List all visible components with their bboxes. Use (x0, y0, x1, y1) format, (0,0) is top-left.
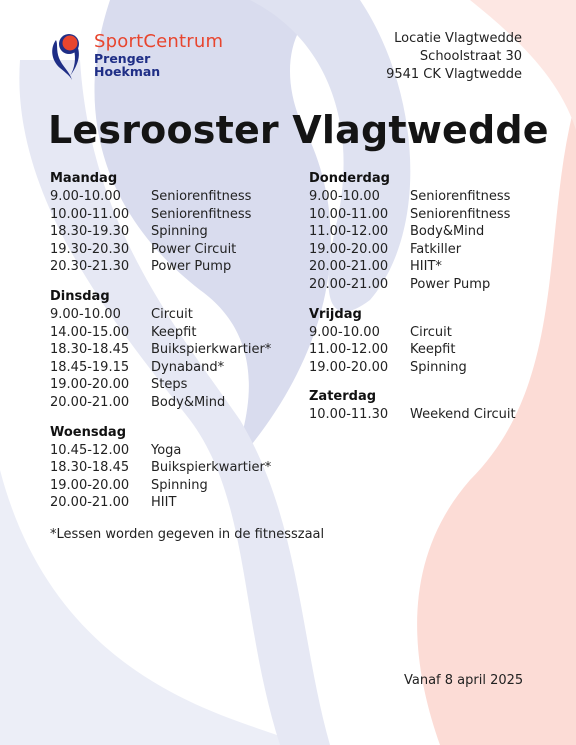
brand-name: SportCentrum (94, 31, 224, 52)
class-name: Yoga (151, 442, 182, 458)
class-row (50, 341, 271, 359)
class-name: HIIT (151, 495, 177, 511)
class-row (50, 188, 271, 206)
brand-sub-line-2: Hoekman (94, 64, 161, 79)
address-line-1: Locatie Vlagtwedde (394, 31, 522, 46)
class-time: 9.00-10.00 (309, 189, 380, 204)
class-time: 19.00-20.00 (309, 241, 389, 257)
class-time: 14.00-15.00 (50, 324, 130, 340)
class-name: Keepfit (151, 324, 197, 340)
address-line-2: Schoolstraat 30 (419, 49, 522, 64)
class-time: 10.00-11.00 (50, 206, 130, 222)
class-time: 9.00-10.00 (50, 189, 121, 204)
location-address (386, 30, 522, 84)
day-block-zaterdag (309, 388, 516, 424)
brand-logo (48, 30, 223, 80)
class-name: Fatkiller (410, 241, 462, 257)
schedule-column-left (50, 170, 271, 524)
class-row (309, 241, 516, 259)
brand-sub-line-1: Prenger (94, 51, 151, 66)
class-time: 9.00-10.00 (50, 306, 121, 322)
class-time: 11.00-12.00 (309, 342, 389, 358)
class-time: 10.00-11.00 (309, 206, 389, 222)
class-row (50, 258, 271, 276)
brand-logo-icon (48, 30, 86, 80)
class-row (50, 459, 271, 477)
class-time: 18.30-19.30 (50, 224, 130, 240)
class-time: 11.00-12.00 (309, 224, 389, 240)
footnote: *Lessen worden gegeven in de fitnesszaal (50, 527, 325, 542)
class-row (309, 188, 516, 206)
class-name: Seniorenfitness (151, 189, 252, 204)
day-heading: Zaterdag (309, 389, 377, 405)
day-heading: Woensdag (50, 424, 127, 440)
class-name: Dynaband* (151, 359, 225, 375)
day-block-dinsdag (50, 288, 271, 412)
class-row (50, 394, 271, 412)
day-block-donderdag (309, 170, 516, 294)
class-name: Circuit (151, 306, 193, 322)
class-row (50, 477, 271, 495)
class-time: 20.00-21.00 (50, 495, 130, 511)
class-time: 19.00-20.00 (50, 477, 130, 493)
class-name: Seniorenfitness (151, 206, 252, 222)
class-time: 10.00-11.30 (309, 407, 389, 423)
class-time: 10.45-12.00 (50, 442, 130, 458)
class-row (50, 223, 271, 241)
class-name: Seniorenfitness (410, 189, 511, 204)
address-line-3: 9541 CK Vlagtwedde (386, 67, 522, 82)
class-time: 18.30-18.45 (50, 460, 130, 476)
class-row (50, 306, 271, 324)
class-row (309, 206, 516, 224)
class-name: Buikspierkwartier* (151, 460, 272, 476)
class-time: 20.00-21.00 (50, 394, 130, 410)
day-heading: Dinsdag (50, 288, 110, 304)
schedule-column-right (309, 170, 516, 436)
class-time: 18.30-18.45 (50, 342, 130, 358)
day-heading: Donderdag (309, 171, 390, 186)
class-row (50, 241, 271, 259)
class-row (309, 223, 516, 241)
day-block-vrijdag (309, 306, 516, 377)
class-row (309, 258, 516, 276)
day-heading: Vrijdag (309, 306, 362, 322)
class-name: Body&Mind (410, 224, 485, 240)
class-time: 18.45-19.15 (50, 359, 130, 375)
class-time: 19.30-20.30 (50, 241, 130, 257)
day-heading: Maandag (50, 171, 118, 186)
valid-from-date: Vanaf 8 april 2025 (404, 673, 524, 688)
day-block-woensdag (50, 424, 271, 512)
class-row (309, 276, 516, 294)
class-row (50, 376, 271, 394)
class-name: Power Circuit (151, 241, 237, 257)
class-name: Power Pump (410, 276, 491, 292)
class-time: 20.30-21.30 (50, 259, 130, 275)
class-time: 19.00-20.00 (50, 377, 130, 393)
class-row (309, 406, 516, 424)
class-time: 19.00-20.00 (309, 359, 389, 375)
day-block-maandag (50, 170, 271, 276)
class-name: Spinning (410, 359, 467, 375)
class-name: Seniorenfitness (410, 206, 511, 222)
page-title: Lesrooster Vlagtwedde (48, 108, 549, 152)
class-name: Buikspierkwartier* (151, 342, 272, 358)
class-row (50, 442, 271, 460)
class-name: Circuit (410, 324, 452, 340)
class-time: 9.00-10.00 (309, 324, 380, 340)
class-name: HIIT* (410, 259, 442, 275)
class-row (309, 359, 516, 377)
class-row (50, 206, 271, 224)
class-row (309, 324, 516, 342)
class-row (309, 341, 516, 359)
class-name: Keepfit (410, 342, 456, 358)
class-name: Spinning (151, 224, 208, 240)
class-time: 20.00-21.00 (309, 259, 389, 275)
class-name: Spinning (151, 477, 208, 493)
class-row (50, 324, 271, 342)
class-name: Steps (151, 377, 188, 393)
class-name: Weekend Circuit (410, 407, 516, 423)
class-time: 20.00-21.00 (309, 276, 389, 292)
class-row (50, 494, 271, 512)
class-name: Body&Mind (151, 394, 226, 410)
class-row (50, 359, 271, 377)
class-name: Power Pump (151, 259, 232, 275)
